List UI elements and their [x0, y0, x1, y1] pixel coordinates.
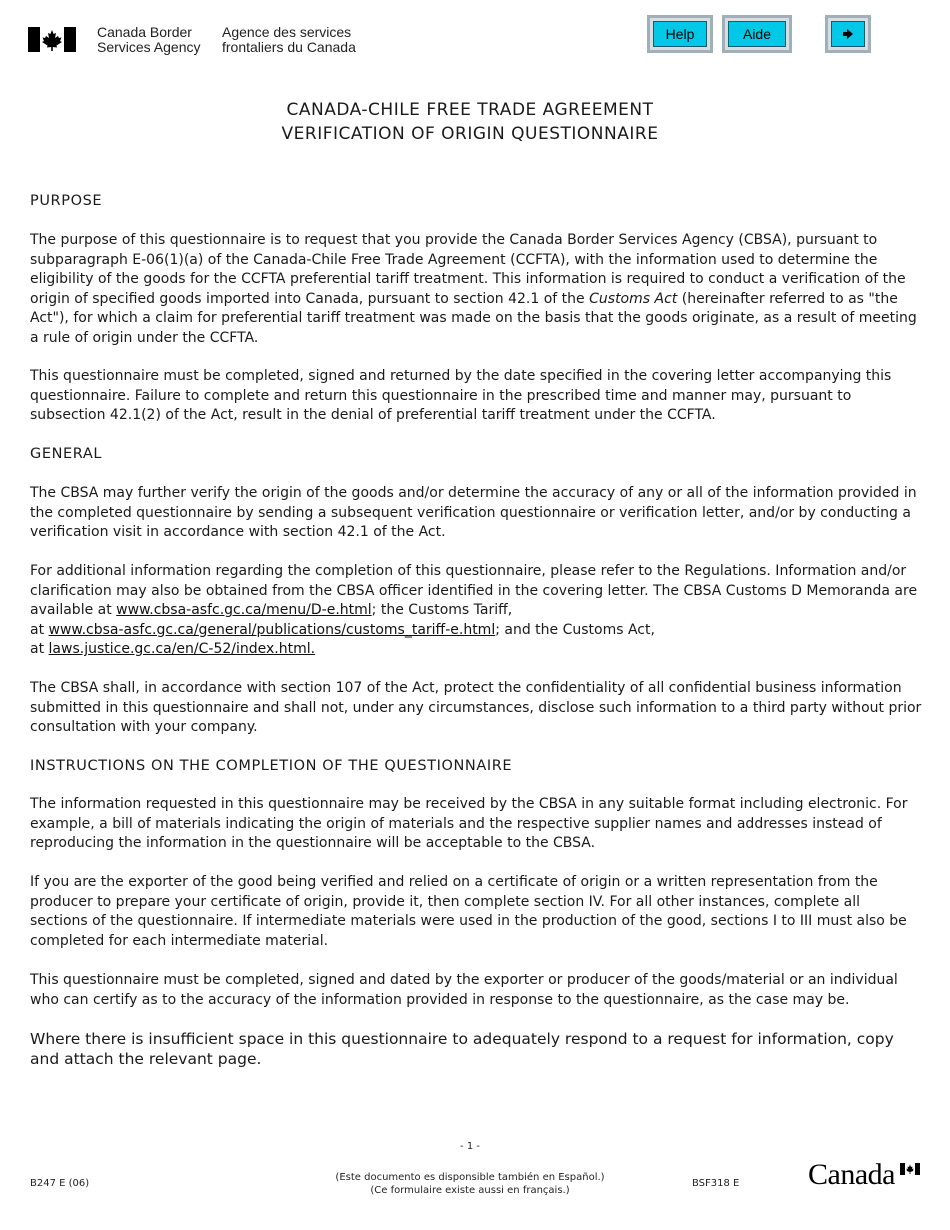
agency-en-line2: Services Agency	[97, 39, 201, 55]
customs-tariff-link[interactable]: www.cbsa-asfc.gc.ca/general/publications/customs_tariff-e.html	[48, 621, 496, 638]
purpose-heading: PURPOSE	[30, 193, 103, 209]
help-button-label: Help	[653, 21, 707, 47]
d-memoranda-link[interactable]: www.cbsa-asfc.gc.ca/menu/D-e.html	[116, 602, 372, 618]
canada-wordmark: Canada	[808, 1158, 895, 1191]
document-title-line2: VERIFICATION OF ORIGIN QUESTIONNAIRE	[281, 124, 659, 144]
agency-fr-line2: frontaliers du Canada	[222, 39, 356, 55]
aide-button-label: Aide	[728, 21, 786, 47]
purpose-paragraph-2: This questionnaire must be completed, signed and returned by the date specified in the covering letter accompanying this questionnaire. Failure to complete and return this questionnaire in the prescribed time and manner may, pursuant to subsection 42.1(2) of the Act, result in the denial of preferential tariff treatment under the CCFTA.	[30, 368, 892, 423]
general-paragraph-2: For additional information regarding the completion of this questionnaire, please refer to the Regulations. Information and/or clarification may also be obtained from the CBSA officer identified in the covering letter. The CBSA Customs D Memoranda are available at www.cbsa-asfc.gc.ca/menu/D-e.html; the Customs Tariff, at www.cbsa-asfc.gc.ca/general/publications/customs_tariff-e.html; and the Customs Act, at laws.justice.gc.ca/en/C-52/index.html.	[30, 563, 918, 657]
general-paragraph-1: The CBSA may further verify the origin of the goods and/or determine the accuracy of any or all of the information provided in the completed questionnaire by sending a subsequent verification questionnaire or verification letter, and/or by conducting a verification visit in accordance with section 42.1 of the Act.	[30, 485, 917, 540]
instructions-paragraph-2: If you are the exporter of the good being verified and relied on a certificate of origin or a written representation from the producer to prepare your certificate of origin, provide it, then complete section IV. For all other instances, complete all sections of the questionnaire. If intermediate materials were used in the production of the good, sections I to III must also be completed for each intermediate material.	[30, 874, 907, 949]
customs-act-link[interactable]: laws.justice.gc.ca/en/C-52/index.html.	[48, 641, 316, 657]
form-code: B247 E (06)	[30, 1178, 90, 1189]
language-notes	[0, 1171, 940, 1197]
page-number: - 1 -	[460, 1141, 480, 1152]
agency-en-line1: Canada Border	[97, 24, 192, 40]
help-button[interactable]	[647, 15, 713, 53]
instructions-paragraph-4: Where there is insufficient space in this questionnaire to adequately respond to a request for information, copy and attach the relevant page.	[30, 1030, 894, 1068]
instructions-paragraph-1: The information requested in this questionnaire may be received by the CBSA in any suitable format including electronic. For example, a bill of materials indicating the origin of materials and the respective supplier names and addresses instead of reproducing the information in the questionnaire will be acceptable to the CBSA.	[30, 796, 908, 851]
agency-fr-line1: Agence des services	[222, 24, 352, 40]
french-availability-note: (Ce formulaire existe aussi en français.)	[370, 1185, 570, 1196]
instructions-paragraph-3: This questionnaire must be completed, signed and dated by the exporter or producer of the goods/material or an individual who can certify as to the accuracy of the information provided in response to the questionnaire, as the case may be.	[30, 972, 898, 1008]
canada-flag-icon	[28, 27, 76, 52]
agency-name-english	[97, 25, 201, 55]
bsf-code: BSF318 E	[692, 1178, 740, 1189]
general-heading: GENERAL	[30, 446, 103, 462]
wordmark-flag-icon	[900, 1163, 920, 1175]
agency-name-french	[222, 25, 356, 55]
instructions-heading: INSTRUCTIONS ON THE COMPLETION OF THE QUESTIONNAIRE	[30, 758, 513, 774]
document-title-line1: CANADA-CHILE FREE TRADE AGREEMENT	[286, 100, 654, 120]
spanish-availability-note: (Este documento es disponsible también en Español.)	[335, 1172, 605, 1183]
aide-button[interactable]	[722, 15, 792, 53]
next-page-button[interactable]	[825, 15, 871, 53]
customs-act-italic: Customs Act	[589, 290, 678, 307]
purpose-paragraph-1: The purpose of this questionnaire is to request that you provide the Canada Border Services Agency (CBSA), pursuant to subparagraph E-06(1)(a) of the Canada-Chile Free Trade Agreement (CCFTA), with the information used to determine the eligibility of the goods for the CCFTA preferential tariff treatment. This information is required to conduct a verification of the origin of specified goods imported into Canada, pursuant to section 42.1 of the Customs Act (hereinafter referred to as "the Act"), for which a claim for preferential tariff treatment was made on the basis that the goods originate, as a result of meeting a rule of origin under the CCFTA.	[30, 232, 917, 346]
general-paragraph-3: The CBSA shall, in accordance with section 107 of the Act, protect the confidentiality of all confidential business information submitted in this questionnaire and shall not, under any circumstances, disclose such information to a third party without prior consultation with your company.	[30, 680, 922, 735]
right-arrow-icon	[842, 28, 854, 40]
